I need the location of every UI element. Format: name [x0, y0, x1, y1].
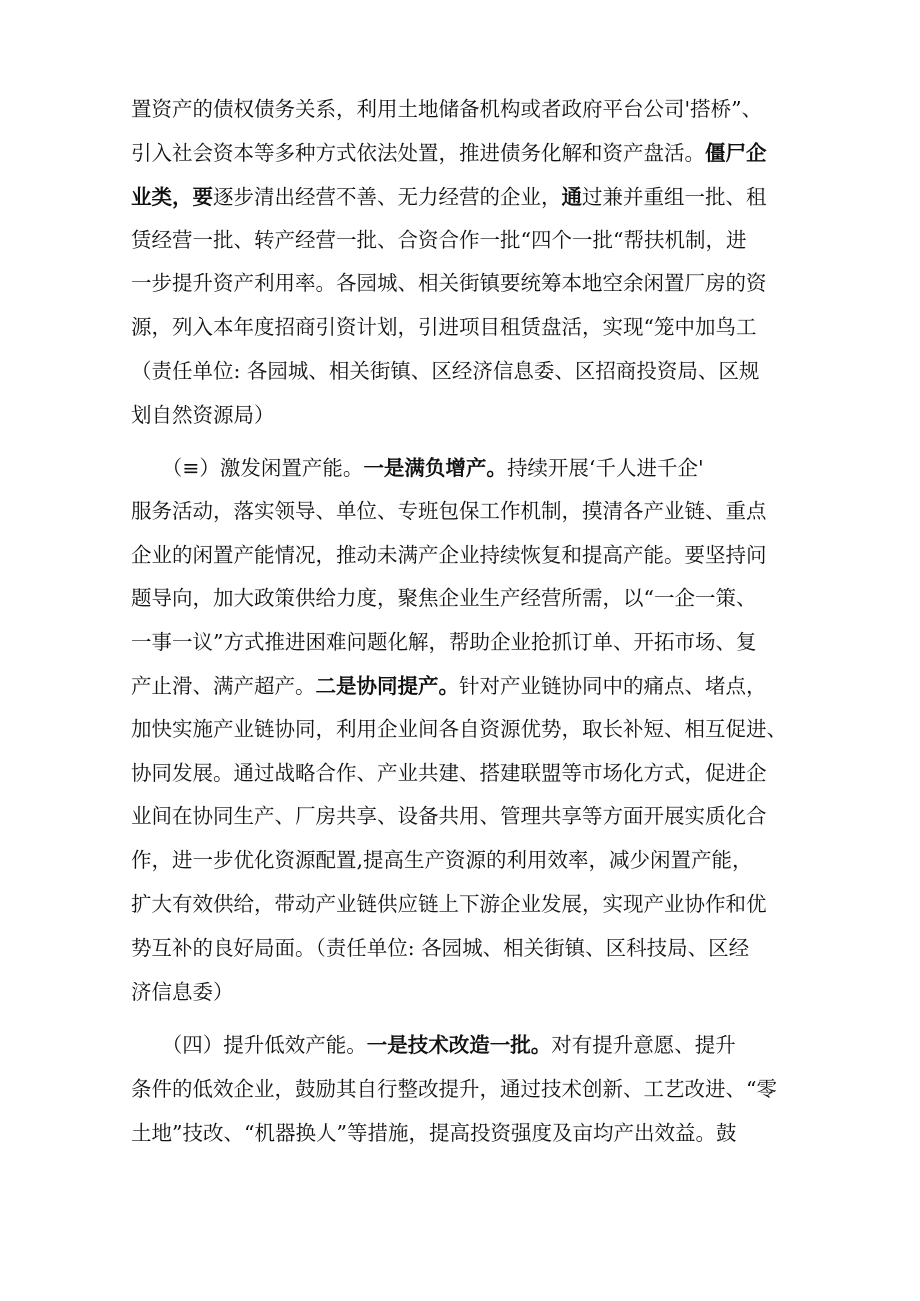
- text-run: 扩大有效供给，带动产业链供应链上下游企业发展，实现产业协作和优: [131, 892, 767, 916]
- text-line: [131, 621, 756, 665]
- text-line: [131, 306, 756, 350]
- text-run: （≡）激发闲置产能。: [131, 456, 364, 480]
- text-line: [131, 447, 704, 491]
- text-line: [131, 752, 767, 796]
- text-run: 源，列入本年度招商引资计划，引进项目租赁盘活，实现“笼中加鸟工: [131, 315, 757, 339]
- text-line: [131, 350, 759, 394]
- bold-text-run: 二是协同提产。: [315, 674, 459, 698]
- text-line: [131, 1024, 736, 1068]
- bold-text-run: 业类，要: [131, 185, 213, 209]
- text-run: 过兼并重组一批、租: [582, 185, 767, 209]
- text-line: [131, 1112, 736, 1156]
- text-line: [131, 88, 762, 132]
- text-run: 持续开展‘千人进千企': [506, 456, 704, 480]
- text-line: [131, 927, 749, 971]
- text-run: 一事一议”方式推进困难问题化解，帮助企业抢抓订单、开拓市场、复: [131, 630, 757, 654]
- text-run: 作，进一步优化资源配置,提高生产资源的利用效率，减少闲置产能，: [131, 848, 753, 872]
- text-run: 一步提升资产利用率。各园城、相关街镇要统筹本地空余闲置厂房的资: [131, 271, 767, 295]
- text-run: 引入社会资本等多种方式依法处置，推进债务化解和资产盘活。: [131, 141, 705, 165]
- text-line: [131, 795, 767, 839]
- text-run: （责任单位: 各园城、相关街镇、区经济信息委、区招商投资局、区规: [131, 359, 760, 383]
- text-run: 加快实施产业链协同，利用企业间各自资源优势，取长补短、相互促进、: [131, 717, 787, 741]
- text-line: [131, 971, 234, 1015]
- text-run: 划自然资源局）: [131, 403, 275, 427]
- text-run: 协同发展。通过战略合作、产业共建、搭建联盟等市场化方式，促进企: [131, 761, 767, 785]
- text-line: [131, 1068, 777, 1112]
- text-line: [131, 577, 756, 621]
- text-run: 企业的闲置产能情况，推动未满产企业持续恢复和提高产能。要坚持问: [131, 543, 767, 567]
- text-run: 针对产业链协同中的痛点、堵点，: [459, 674, 767, 698]
- text-run: 对有提升意愿、提升: [551, 1033, 736, 1057]
- bold-text-run: 一是技术改造一批。: [366, 1033, 552, 1057]
- bold-text-run: 一是满负增产。: [363, 456, 507, 480]
- text-line: [131, 839, 753, 883]
- text-line: [131, 219, 746, 263]
- text-run: 土地”技改、“机器换人”等措施，提高投资强度及亩均产出效益。鼓: [131, 1121, 737, 1145]
- document-body: [131, 88, 796, 1188]
- bold-text-run: 僵尸企: [705, 141, 767, 165]
- text-line: [131, 883, 767, 927]
- text-run: 逐步清出经营不善、无力经营的企业，: [213, 185, 562, 209]
- text-run: 产止滑、满产超产。: [131, 674, 316, 698]
- text-run: （四）提升低效产能。: [131, 1033, 367, 1057]
- text-run: 济信息委）: [131, 980, 234, 1004]
- text-run: 置资产的债权债务关系，利用土地储备机构或者政府平台公司'搭桥”、: [131, 97, 763, 121]
- text-line: [131, 394, 275, 438]
- text-run: 服务活动，落实领导、单位、专班包保工作机制，摸清各产业链、重点: [131, 499, 767, 523]
- text-run: 业间在协同生产、厂房共享、设备共用、管理共享等方面开展实质化合: [131, 804, 767, 828]
- text-line: [131, 708, 787, 752]
- text-line: [131, 176, 767, 220]
- text-run: 条件的低效企业，鼓励其自行整改提升，通过技术创新、工艺改进、“零: [131, 1077, 777, 1101]
- text-line: [131, 534, 767, 578]
- text-run: 题导向，加大政策供给力度，聚焦企业生产经营所需，以“一企一策、: [131, 586, 757, 610]
- text-run: 势互补的良好局面。（责任单位: 各园城、相关街镇、区科技局、区经: [131, 936, 750, 960]
- text-line: [131, 490, 767, 534]
- text-line: [131, 665, 767, 709]
- text-run: 赁经营一批、转产经营一批、合资合作一批“四个一批“帮扶机制，进: [131, 228, 747, 252]
- text-line: [131, 132, 767, 176]
- bold-text-run: 通: [561, 185, 582, 209]
- text-line: [131, 262, 767, 306]
